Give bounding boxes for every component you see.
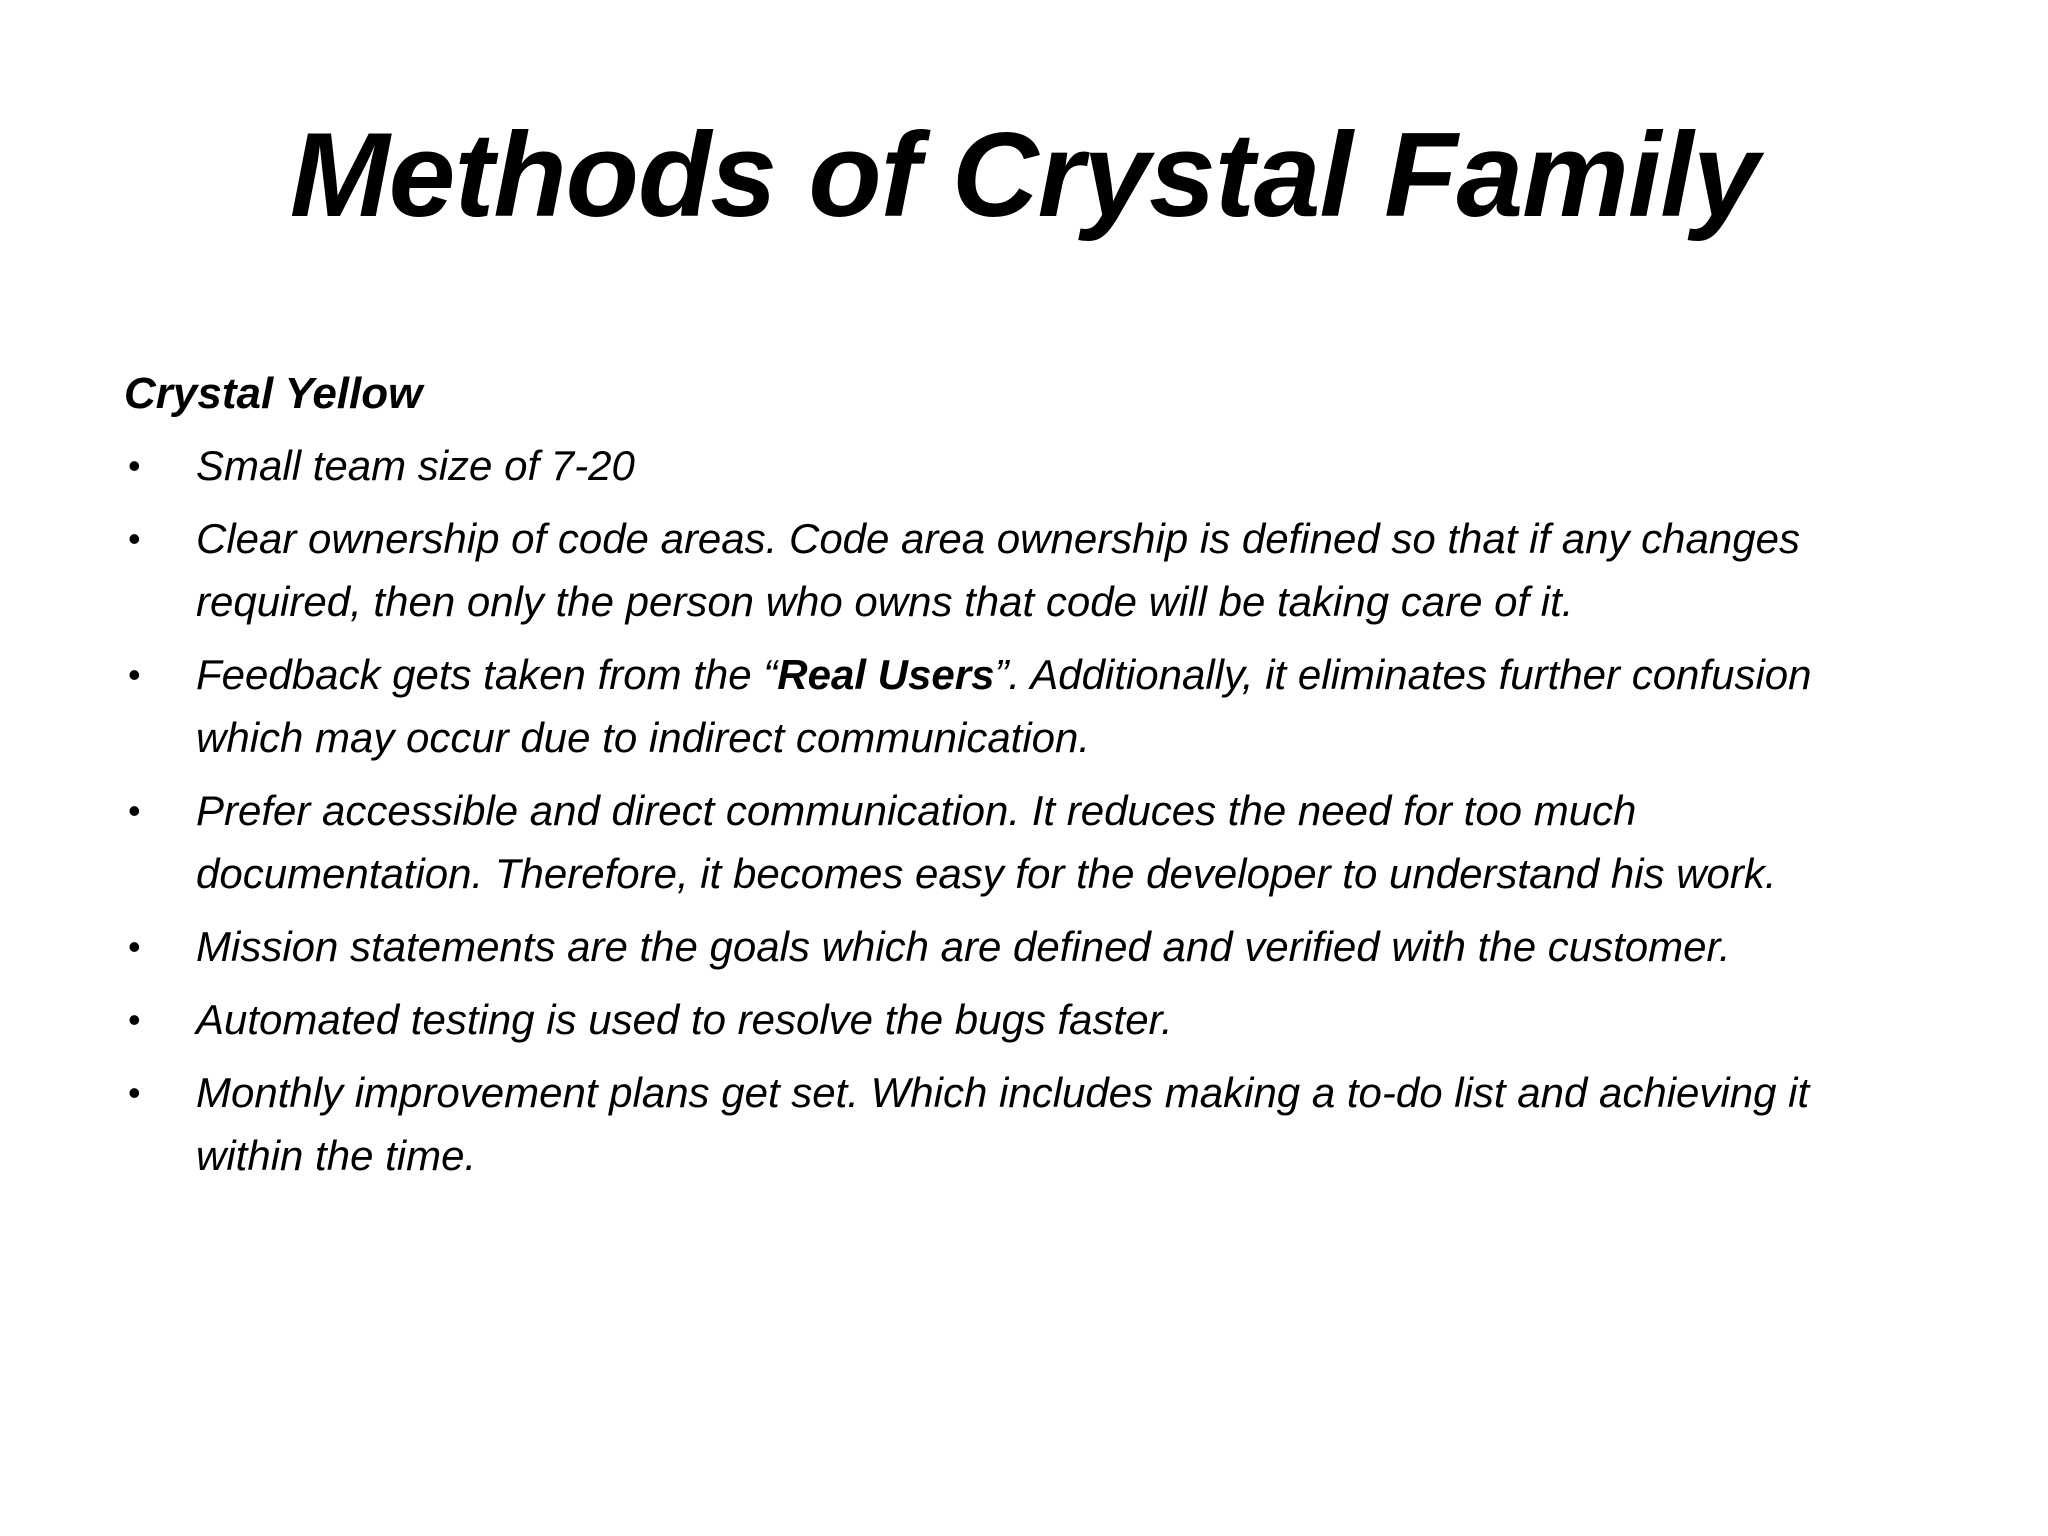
bullet-icon: •	[128, 518, 141, 559]
bullet-icon: •	[128, 999, 141, 1040]
bullet-list	[124, 434, 1924, 1187]
list-item-text: Mission statements are the goals which are defined and verified with the customer.	[196, 923, 1731, 970]
list-item	[124, 915, 1924, 978]
list-item-text-after: ”. Additionally, it eliminates further confusion which may occur due to indirect communication.	[196, 651, 1812, 761]
list-item	[124, 507, 1924, 633]
list-item-text: Monthly improvement plans get set. Which includes making a to-do list and achieving it within the time.	[196, 1069, 1810, 1179]
list-item-text-before: Feedback gets taken from the “	[196, 651, 778, 698]
list-item-text: Clear ownership of code areas. Code area ownership is defined so that if any changes required, then only the person who owns that code will be taking care of it.	[196, 515, 1800, 625]
bullet-icon: •	[128, 926, 141, 967]
list-item	[124, 643, 1924, 769]
list-item	[124, 434, 1924, 497]
slide-title: Methods of Crystal Family	[289, 108, 1759, 242]
bullet-icon: •	[128, 445, 141, 486]
list-item-text: Small team size of 7-20	[196, 442, 635, 489]
slide-content	[124, 362, 1924, 1197]
list-item	[124, 1061, 1924, 1187]
list-item-text: Prefer accessible and direct communication. It reduces the need for too much documentation. Therefore, it becomes easy for the developer to understand his work.	[196, 787, 1777, 897]
list-item	[124, 988, 1924, 1051]
bullet-icon: •	[128, 1072, 141, 1113]
list-item-bold-text: Real Users	[777, 651, 995, 698]
bullet-icon: •	[128, 654, 141, 695]
bullet-icon: •	[128, 790, 141, 831]
section-heading: Crystal Yellow	[124, 369, 423, 418]
list-item	[124, 779, 1924, 905]
list-item-text: Automated testing is used to resolve the bugs faster.	[196, 996, 1173, 1043]
